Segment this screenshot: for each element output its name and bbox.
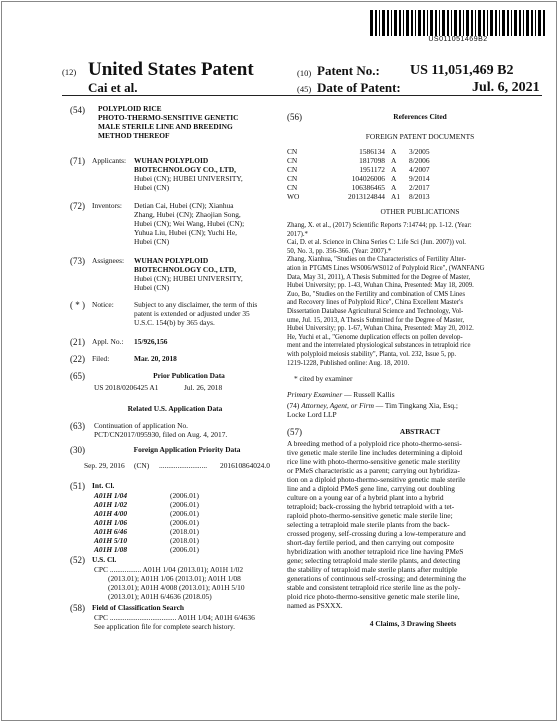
references-heading: References Cited bbox=[393, 112, 447, 121]
abstract-line: hybridization with another tetraploid rice line having PMeS bbox=[287, 547, 464, 556]
foreign-doc-number: 2013124844 bbox=[348, 192, 385, 201]
prior-pub-number: US 2018/0206425 A1 bbox=[94, 383, 159, 392]
title-line: POLYPLOID RICE bbox=[98, 104, 162, 113]
foreign-doc-row bbox=[287, 147, 537, 156]
applicant-line: WUHAN POLYPLOID bbox=[134, 156, 209, 165]
foreign-doc-date: 2/2017 bbox=[409, 183, 430, 192]
title-line: METHOD THEREOF bbox=[98, 131, 170, 140]
abstract-line: short-day fertile period, and then carrying out composite bbox=[287, 538, 455, 547]
other-pub-line: Zhang, X. et al., (2017) Scientific Reports 7:14744; pp. 1-12. (Year: bbox=[287, 222, 472, 229]
foreign-priority-heading: Foreign Application Priority Data bbox=[133, 445, 241, 454]
us-cl-line: (2013.01); A01H 6/4636 (2018.05) bbox=[108, 592, 212, 601]
examiner-label: Primary Examiner bbox=[287, 390, 343, 399]
int-cl-version: (2006.01) bbox=[170, 509, 199, 518]
foreign-doc-row bbox=[287, 174, 537, 183]
abstract-line: the stability of tetraploid male sterile plants after multiple bbox=[287, 565, 458, 574]
abstract-line: selecting a tetraploid male sterile plants from the back- bbox=[287, 520, 450, 529]
other-pub-line: Data, May 31, 2011), A Thesis Submitted for the Degree of Master, bbox=[287, 273, 471, 281]
patent-title: United States Patent bbox=[88, 59, 254, 80]
abstract-line: or PMeS characteristic as a parent; carrying out hybridiza- bbox=[287, 466, 460, 475]
field-71-tag: (71) bbox=[70, 156, 85, 166]
assignees-label: Assignees: bbox=[92, 256, 125, 265]
abstract-line: culture on a young ear of a hybrid plant into a hybrid bbox=[287, 493, 444, 502]
int-cl-version: (2018.01) bbox=[170, 536, 199, 545]
cited-by-examiner: * cited by examiner bbox=[294, 374, 353, 383]
field-56-tag: (56) bbox=[287, 112, 302, 122]
int-cl-row bbox=[94, 545, 274, 554]
int-cl-version: (2006.01) bbox=[170, 491, 199, 500]
other-pub-line: Cai, D. et al. Science in China Series C: Life Sci (Jun. 2007)) vol. bbox=[287, 239, 466, 247]
foreign-doc-kind: A bbox=[391, 147, 397, 156]
priority-dots: .......................... bbox=[159, 461, 208, 470]
foreign-doc-country: CN bbox=[287, 165, 298, 174]
abstract-line: named as PSXXX. bbox=[287, 601, 343, 610]
int-cl-row bbox=[94, 509, 274, 518]
notice-line: Subject to any disclaimer, the term of this bbox=[134, 300, 258, 309]
field-63-tag: (63) bbox=[70, 421, 85, 431]
other-pub-line: Zhang, Xianhua, "Studies on the Characteristics of Fertility Alter- bbox=[287, 256, 466, 264]
abstract-line: A breeding method of a polyploid rice photo-thermo-sensi- bbox=[287, 439, 462, 448]
int-cl-label: Int. Cl. bbox=[92, 481, 115, 490]
barcode-number: US011051469B2 bbox=[428, 36, 488, 43]
abstract-line: raploid photo-thermo-sensitive genetic male sterile line; bbox=[287, 511, 453, 520]
int-cl-row bbox=[94, 491, 274, 500]
int-cl-version: (2006.01) bbox=[170, 518, 199, 527]
int-cl-row bbox=[94, 527, 274, 536]
abstract-line: crossed progeny, self-crossing during a low-temperature and bbox=[287, 529, 466, 538]
abstract-line: line and a diploid PMeS gene line, carrying out doubling bbox=[287, 484, 455, 493]
field-30-tag: (30) bbox=[70, 445, 85, 455]
applicant-line: Hubei (CN); HUBEI UNIVERSITY, bbox=[134, 174, 243, 183]
patno-value: US 11,051,469 B2 bbox=[410, 63, 514, 78]
other-pub-line: Hubei University; pp. 1-43, Wuhan China, Presented: May 18, 2009. bbox=[287, 282, 474, 290]
attorney-line: — Tim Tingkang Xia, Esq.; bbox=[373, 401, 458, 410]
foreign-doc-country: CN bbox=[287, 174, 298, 183]
attorney-tag: (74) bbox=[287, 401, 300, 410]
date-value: Jul. 6, 2021 bbox=[472, 80, 540, 95]
abstract-line: gene; selecting tetraploid male sterile plants, and detecting bbox=[287, 556, 461, 565]
assignee-line: BIOTECHNOLOGY CO., LTD, bbox=[134, 265, 236, 274]
continuation bbox=[94, 421, 280, 439]
title-line: MALE STERILE LINE AND BREEDING bbox=[98, 122, 233, 131]
notice-label: Notice: bbox=[92, 300, 114, 309]
abstract-line: ploid rice photo-thermo-sensitive genetic male sterile line, bbox=[287, 592, 460, 601]
int-cl-row bbox=[94, 536, 274, 545]
other-pub-line: Zuo, Bo, "Studies on the Fertility and combination of CMS Lines bbox=[287, 290, 465, 298]
foreign-doc-row bbox=[287, 192, 537, 201]
foreign-doc-kind: A bbox=[391, 156, 397, 165]
int-cl-list bbox=[94, 491, 274, 554]
other-pub-line: He, Yuchi et al., "Genome duplication effects on pollen develop- bbox=[287, 333, 463, 341]
field-search-label: Field of Classification Search bbox=[92, 603, 185, 612]
field-73-tag: (73) bbox=[70, 256, 85, 266]
field-search-line: CPC .................................... A01H 1/04; A01H 6/4636 bbox=[94, 613, 255, 622]
header-tag-12: (12) bbox=[62, 67, 77, 77]
foreign-docs-table bbox=[287, 147, 537, 201]
date-label: Date of Patent: bbox=[317, 80, 401, 95]
notice-line: U.S.C. 154(b) by 365 days. bbox=[134, 318, 215, 327]
primary-examiner bbox=[287, 390, 395, 399]
foreign-doc-number: 106386465 bbox=[351, 183, 385, 192]
foreign-doc-row bbox=[287, 165, 537, 174]
attorney bbox=[287, 401, 539, 419]
field-54-tag: (54) bbox=[70, 105, 85, 115]
attorney-line: Locke Lord LLP bbox=[287, 410, 337, 419]
int-cl-code: A01H 4/00 bbox=[94, 509, 128, 518]
other-pub-line: ment and the interrelated physiological substances in tetraploid rice bbox=[287, 342, 471, 350]
date-tag: (45) bbox=[297, 84, 312, 94]
field-21-tag: (21) bbox=[70, 337, 85, 347]
other-pub-line: 2017).* bbox=[287, 230, 308, 238]
other-pub-line: 1219-1228, Published online: Aug. 18, 2010. bbox=[287, 359, 410, 367]
applicant-line: BIOTECHNOLOGY CO., LTD, bbox=[134, 165, 236, 174]
us-cl-line: (2013.01); A01H 1/06 (2013.01); A01H 1/08 bbox=[108, 574, 241, 583]
other-pub-line: Dissertation Database Agricultural Science and Technology, Vol- bbox=[287, 307, 464, 315]
field-72-tag: (72) bbox=[70, 201, 85, 211]
applicant-line: Hubei (CN) bbox=[134, 183, 170, 192]
other-pubs bbox=[287, 222, 539, 368]
appl-no-label: Appl. No.: bbox=[92, 337, 124, 346]
field-search-line: See application file for complete search history. bbox=[94, 622, 235, 631]
filed-label: Filed: bbox=[92, 354, 110, 363]
invention-title bbox=[98, 104, 278, 140]
field-51-tag: (51) bbox=[70, 481, 85, 491]
header-rule bbox=[62, 95, 542, 96]
notice-line: patent is extended or adjusted under 35 bbox=[134, 309, 250, 318]
abstract-line: tion on a diploid photo-thermo-sensitive genetic male sterile bbox=[287, 475, 466, 484]
inventor-line: Hubei (CN) bbox=[134, 237, 170, 246]
foreign-doc-kind: A bbox=[391, 165, 397, 174]
foreign-doc-date: 8/2006 bbox=[409, 156, 430, 165]
assignees bbox=[134, 256, 284, 292]
assignee-line: Hubei (CN); HUBEI UNIVERSITY, bbox=[134, 274, 243, 283]
notice-text bbox=[134, 300, 284, 327]
inventor-line: Zhang, Hubei (CN); Zhaojian Song, bbox=[134, 210, 241, 219]
inventors bbox=[134, 201, 284, 246]
abstract-line: tive genetic male sterile line includes determining a diploid bbox=[287, 448, 463, 457]
int-cl-code: A01H 1/06 bbox=[94, 518, 128, 527]
attorney-label: Attorney, Agent, or Firm bbox=[301, 401, 374, 410]
examiner-name: — Russell Kallis bbox=[342, 390, 395, 399]
filed-value: Mar. 20, 2018 bbox=[134, 354, 177, 363]
foreign-doc-country: CN bbox=[287, 183, 298, 192]
inventor-line: Hubei (CN); Wei Wang, Hubei (CN); bbox=[134, 219, 245, 228]
continuation-line: Continuation of application No. bbox=[94, 421, 189, 430]
field-22-tag: (22) bbox=[70, 354, 85, 364]
int-cl-code: A01H 5/10 bbox=[94, 536, 128, 545]
int-cl-code: A01H 1/08 bbox=[94, 545, 128, 554]
appl-no-value: 15/926,156 bbox=[134, 337, 168, 346]
int-cl-row bbox=[94, 500, 274, 509]
notice-tag: ( * ) bbox=[70, 300, 85, 310]
us-cl-line: CPC ................. A01H 1/04 (2013.01); A01H 1/02 bbox=[94, 565, 244, 574]
applicants bbox=[134, 156, 284, 192]
field-57-tag: (57) bbox=[287, 427, 302, 437]
foreign-doc-row bbox=[287, 156, 537, 165]
field-58-tag: (58) bbox=[70, 603, 85, 613]
patno-label: Patent No.: bbox=[317, 63, 380, 78]
prior-pub-heading: Prior Publication Data bbox=[153, 371, 225, 380]
abstract-line: stable and consistent tetraploid rice sterile line as the poly- bbox=[287, 583, 461, 592]
int-cl-row bbox=[94, 518, 274, 527]
field-52-tag: (52) bbox=[70, 555, 85, 565]
other-pub-line: and Recovery lines of Polyploid Rice", China Excellent Master's bbox=[287, 299, 463, 307]
other-pub-line: Hubei University; pp. 1-67, Wuhan China, Presented: May 20, 2012. bbox=[287, 325, 474, 333]
inventors-label: Inventors: bbox=[92, 201, 122, 210]
prior-pub-date: Jul. 26, 2018 bbox=[184, 383, 223, 392]
applicants-label: Applicants: bbox=[92, 156, 127, 165]
foreign-doc-kind: A bbox=[391, 174, 397, 183]
continuation-line: PCT/CN2017/095930, filed on Aug. 4, 2017. bbox=[94, 430, 228, 439]
field-65-tag: (65) bbox=[70, 371, 85, 381]
related-heading: Related U.S. Application Data bbox=[127, 404, 223, 413]
int-cl-version: (2018.01) bbox=[170, 527, 199, 536]
field-search-lines bbox=[94, 613, 280, 631]
foreign-doc-kind: A1 bbox=[391, 192, 401, 201]
inventor-line: Detian Cai, Hubei (CN); Xianhua bbox=[134, 201, 234, 210]
foreign-doc-date: 4/2007 bbox=[409, 165, 430, 174]
priority-country: (CN) bbox=[134, 461, 150, 470]
barcode bbox=[370, 10, 546, 36]
other-pub-line: ume, Jul. 15, 2013, A Thesis Submitted for the Degree of Master, bbox=[287, 316, 465, 324]
foreign-doc-country: CN bbox=[287, 156, 298, 165]
title-line: PHOTO-THERMO-SENSITIVE GENETIC bbox=[98, 113, 239, 122]
other-pubs-heading: OTHER PUBLICATIONS bbox=[380, 207, 460, 216]
priority-date: Sep. 29, 2016 bbox=[84, 461, 125, 470]
us-cl-lines bbox=[94, 565, 280, 601]
foreign-doc-number: 104026006 bbox=[351, 174, 385, 183]
inventor-line: Yuhua Liu, Hubei (CN); Yuchi He, bbox=[134, 228, 237, 237]
abstract-heading: ABSTRACT bbox=[399, 427, 441, 436]
int-cl-version: (2006.01) bbox=[170, 545, 199, 554]
other-pub-line: ation in PTGMS Lines WS006/WS012 of Polyploid Rice", (WANFANG bbox=[287, 264, 485, 272]
inventor-short: Cai et al. bbox=[88, 80, 138, 95]
foreign-doc-number: 1817098 bbox=[359, 156, 385, 165]
patent-page bbox=[1, 1, 557, 721]
abstract-line: generations of continuous self-crossing; and determining the bbox=[287, 574, 466, 583]
foreign-doc-country: WO bbox=[287, 192, 300, 201]
assignee-line: WUHAN POLYPLOID bbox=[134, 256, 209, 265]
abstract-body bbox=[287, 439, 539, 610]
foreign-docs-heading: FOREIGN PATENT DOCUMENTS bbox=[365, 132, 475, 141]
us-cl-line: (2013.01); A01H 4/008 (2013.01); A01H 5/10 bbox=[108, 583, 245, 592]
foreign-doc-country: CN bbox=[287, 147, 298, 156]
other-pub-line: 50, No. 3, pp. 356-366. (Year: 2007).* bbox=[287, 247, 392, 255]
foreign-doc-row bbox=[287, 183, 537, 192]
int-cl-code: A01H 1/02 bbox=[94, 500, 128, 509]
assignee-line: Hubei (CN) bbox=[134, 283, 170, 292]
int-cl-code: A01H 6/46 bbox=[94, 527, 128, 536]
patno-tag: (10) bbox=[297, 68, 312, 78]
abstract-line: rice line with photo-thermo-sensitive genetic male sterility bbox=[287, 457, 461, 466]
foreign-doc-kind: A bbox=[391, 183, 397, 192]
int-cl-version: (2006.01) bbox=[170, 500, 199, 509]
priority-number: 201610864024.0 bbox=[220, 461, 270, 470]
foreign-doc-date: 3/2005 bbox=[409, 147, 430, 156]
foreign-doc-number: 1951172 bbox=[359, 165, 385, 174]
other-pub-line: with polyploid meiosis stability", Planta, vol. 232, Issue 5, pp. bbox=[287, 350, 457, 358]
abstract-line: tetraploid; back-crossing the hybrid tetraploid with a tet- bbox=[287, 502, 455, 511]
us-cl-label: U.S. Cl. bbox=[92, 555, 117, 564]
foreign-doc-date: 8/2013 bbox=[409, 192, 430, 201]
foreign-doc-number: 1586134 bbox=[359, 147, 385, 156]
int-cl-code: A01H 1/04 bbox=[94, 491, 128, 500]
foreign-doc-date: 9/2014 bbox=[409, 174, 430, 183]
claims-summary: 4 Claims, 3 Drawing Sheets bbox=[369, 619, 457, 628]
